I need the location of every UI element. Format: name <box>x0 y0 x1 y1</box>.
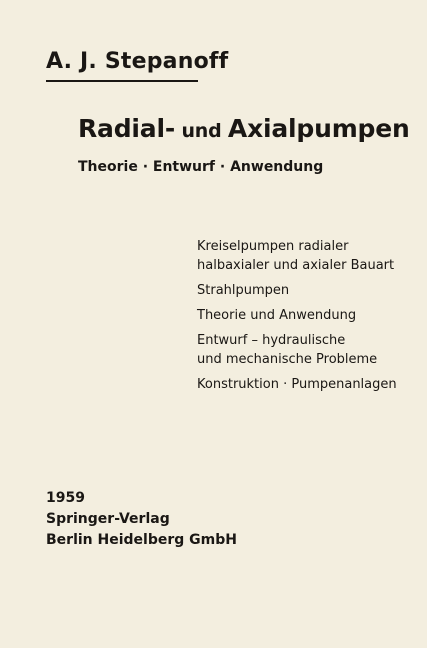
topic-line: Strahlpumpen <box>197 283 290 298</box>
publisher-block <box>46 488 237 551</box>
book-subtitle: Theorie · Entwurf · Anwendung <box>78 159 324 175</box>
topic-line: und mechanische Probleme <box>197 352 378 367</box>
publisher-name: Springer-Verlag <box>46 511 170 527</box>
author-underline <box>46 80 198 82</box>
title-part-axialpumpen: Axialpumpen <box>227 114 410 143</box>
publisher-locations: Berlin Heidelberg GmbH <box>46 532 237 548</box>
topic-line: Theorie und Anwendung <box>197 308 357 323</box>
title-part-radial: Radial- <box>78 114 176 143</box>
topic-item <box>197 281 422 300</box>
topic-item <box>197 306 422 325</box>
author-name: A. J. Stepanoff <box>46 49 229 74</box>
topic-line: Konstruktion · Pumpenanlagen <box>197 377 397 392</box>
topic-line: halbaxialer und axialer Bauart <box>197 258 395 273</box>
topic-item <box>197 375 422 394</box>
topics-list <box>197 237 422 400</box>
book-title <box>78 114 410 143</box>
topic-line: Entwurf – hydraulische <box>197 333 346 348</box>
topic-item <box>197 237 422 275</box>
publication-year: 1959 <box>46 490 85 506</box>
topic-item <box>197 331 422 369</box>
topic-line: Kreiselpumpen radialer <box>197 239 349 254</box>
title-part-und: und <box>181 120 222 142</box>
